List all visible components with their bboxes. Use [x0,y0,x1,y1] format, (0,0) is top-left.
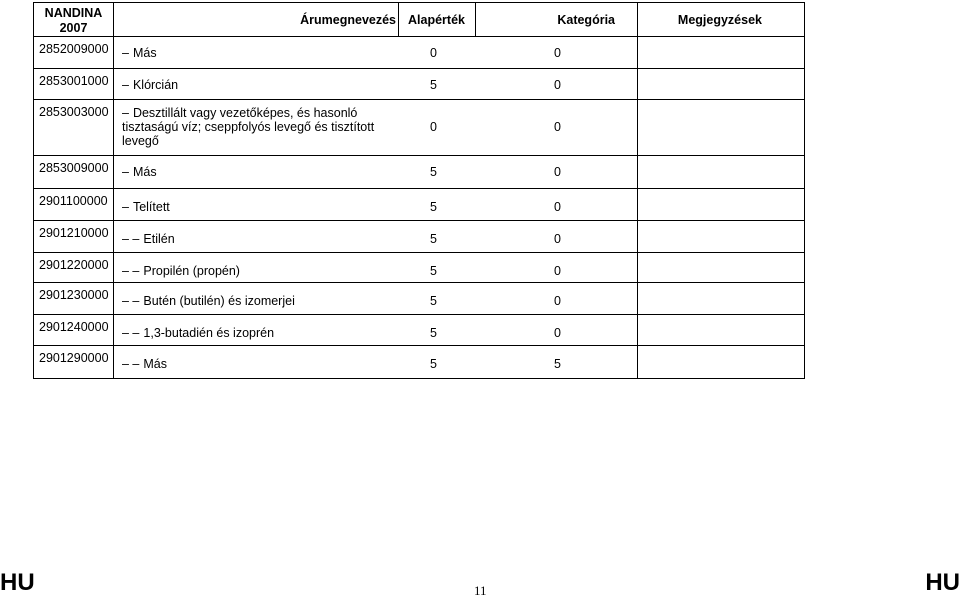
row-notes [638,189,805,221]
row-notes [638,346,805,379]
header-category: Kategória [476,3,638,37]
indent-dash: – – [122,326,140,340]
row-description-cell [114,189,638,221]
row-category: 0 [554,46,561,60]
row-description [122,357,167,371]
tariff-table [33,2,805,379]
row-description [122,264,240,278]
row-description [122,326,274,340]
description-text: 1,3-butadién és izoprén [143,326,275,340]
row-category: 0 [554,200,561,214]
indent-dash: – – [122,232,140,246]
header-code-line2: 2007 [59,20,88,35]
description-text: Más [132,165,157,179]
row-description [122,294,295,308]
row-code: 2853009000 [34,156,114,189]
row-category: 0 [554,294,561,308]
row-base-rate: 0 [430,46,437,60]
description-text: Butén (butilén) és izomerjei [143,294,295,308]
indent-dash: – [122,46,129,60]
table-header-row [34,3,805,37]
row-code: 2852009000 [34,37,114,69]
table-row [34,221,805,253]
description-text: Etilén [143,232,175,246]
table-row [34,315,805,346]
table-row [34,156,805,189]
indent-dash: – – [122,357,140,371]
indent-dash: – – [122,294,140,308]
row-code: 2901100000 [34,189,114,221]
row-category: 0 [554,326,561,340]
row-notes [638,69,805,100]
country-mark-right: HU [925,569,960,596]
description-text: Propilén (propén) [143,264,240,278]
table-row [34,69,805,100]
row-base-rate: 5 [430,165,437,179]
row-description-cell [114,100,638,156]
row-description-cell [114,346,638,379]
row-description-cell [114,221,638,253]
table-row [34,283,805,315]
table-row [34,189,805,221]
row-description-cell [114,37,638,69]
indent-dash: – [122,200,129,214]
row-description [122,78,178,92]
page-number: 11 [474,583,487,598]
indent-dash: – [122,106,129,120]
row-category: 0 [554,232,561,246]
indent-dash: – [122,165,129,179]
row-description [122,232,175,246]
row-description [122,46,157,60]
row-description-cell [114,253,638,283]
table-row [34,346,805,379]
row-notes [638,221,805,253]
row-base-rate: 5 [430,232,437,246]
description-text: Klórcián [132,78,179,92]
row-category: 0 [554,78,561,92]
row-description-cell [114,283,638,315]
row-notes [638,100,805,156]
row-notes [638,156,805,189]
description-text: Desztillált vagy vezetőképes, és hasonló tisztaságú víz; cseppfolyós levegő és tisztított levegő [122,106,375,148]
table-row [34,37,805,69]
row-code: 2901230000 [34,283,114,315]
row-category: 0 [554,165,561,179]
indent-dash: – [122,78,129,92]
row-notes [638,315,805,346]
row-description [122,200,170,214]
row-code: 2901220000 [34,253,114,283]
row-code: 2853003000 [34,100,114,156]
row-code: 2901210000 [34,221,114,253]
row-description-cell [114,156,638,189]
row-code: 2901290000 [34,346,114,379]
header-code [34,3,114,37]
table-row [34,100,805,156]
row-description-cell [114,69,638,100]
table-row [34,253,805,283]
description-text: Más [132,46,157,60]
row-code: 2901240000 [34,315,114,346]
row-base-rate: 5 [430,78,437,92]
country-mark-left: HU [0,569,35,596]
row-description-cell [114,315,638,346]
header-base-rate: Alapérték [399,3,476,37]
row-base-rate: 5 [430,357,437,371]
row-base-rate: 0 [430,120,437,134]
indent-dash: – – [122,264,140,278]
row-notes [638,37,805,69]
row-category: 0 [554,120,561,134]
header-notes: Megjegyzések [638,3,805,37]
row-category: 5 [554,357,561,371]
row-notes [638,283,805,315]
description-text: Telített [132,200,170,214]
row-category: 0 [554,264,561,278]
row-base-rate: 5 [430,200,437,214]
row-base-rate: 5 [430,326,437,340]
header-code-line1: NANDINA [44,5,103,20]
row-description [122,106,397,148]
row-description [122,165,157,179]
header-description: Árumegnevezés [114,3,399,37]
row-base-rate: 5 [430,294,437,308]
row-base-rate: 5 [430,264,437,278]
row-code: 2853001000 [34,69,114,100]
row-notes [638,253,805,283]
description-text: Más [143,357,168,371]
